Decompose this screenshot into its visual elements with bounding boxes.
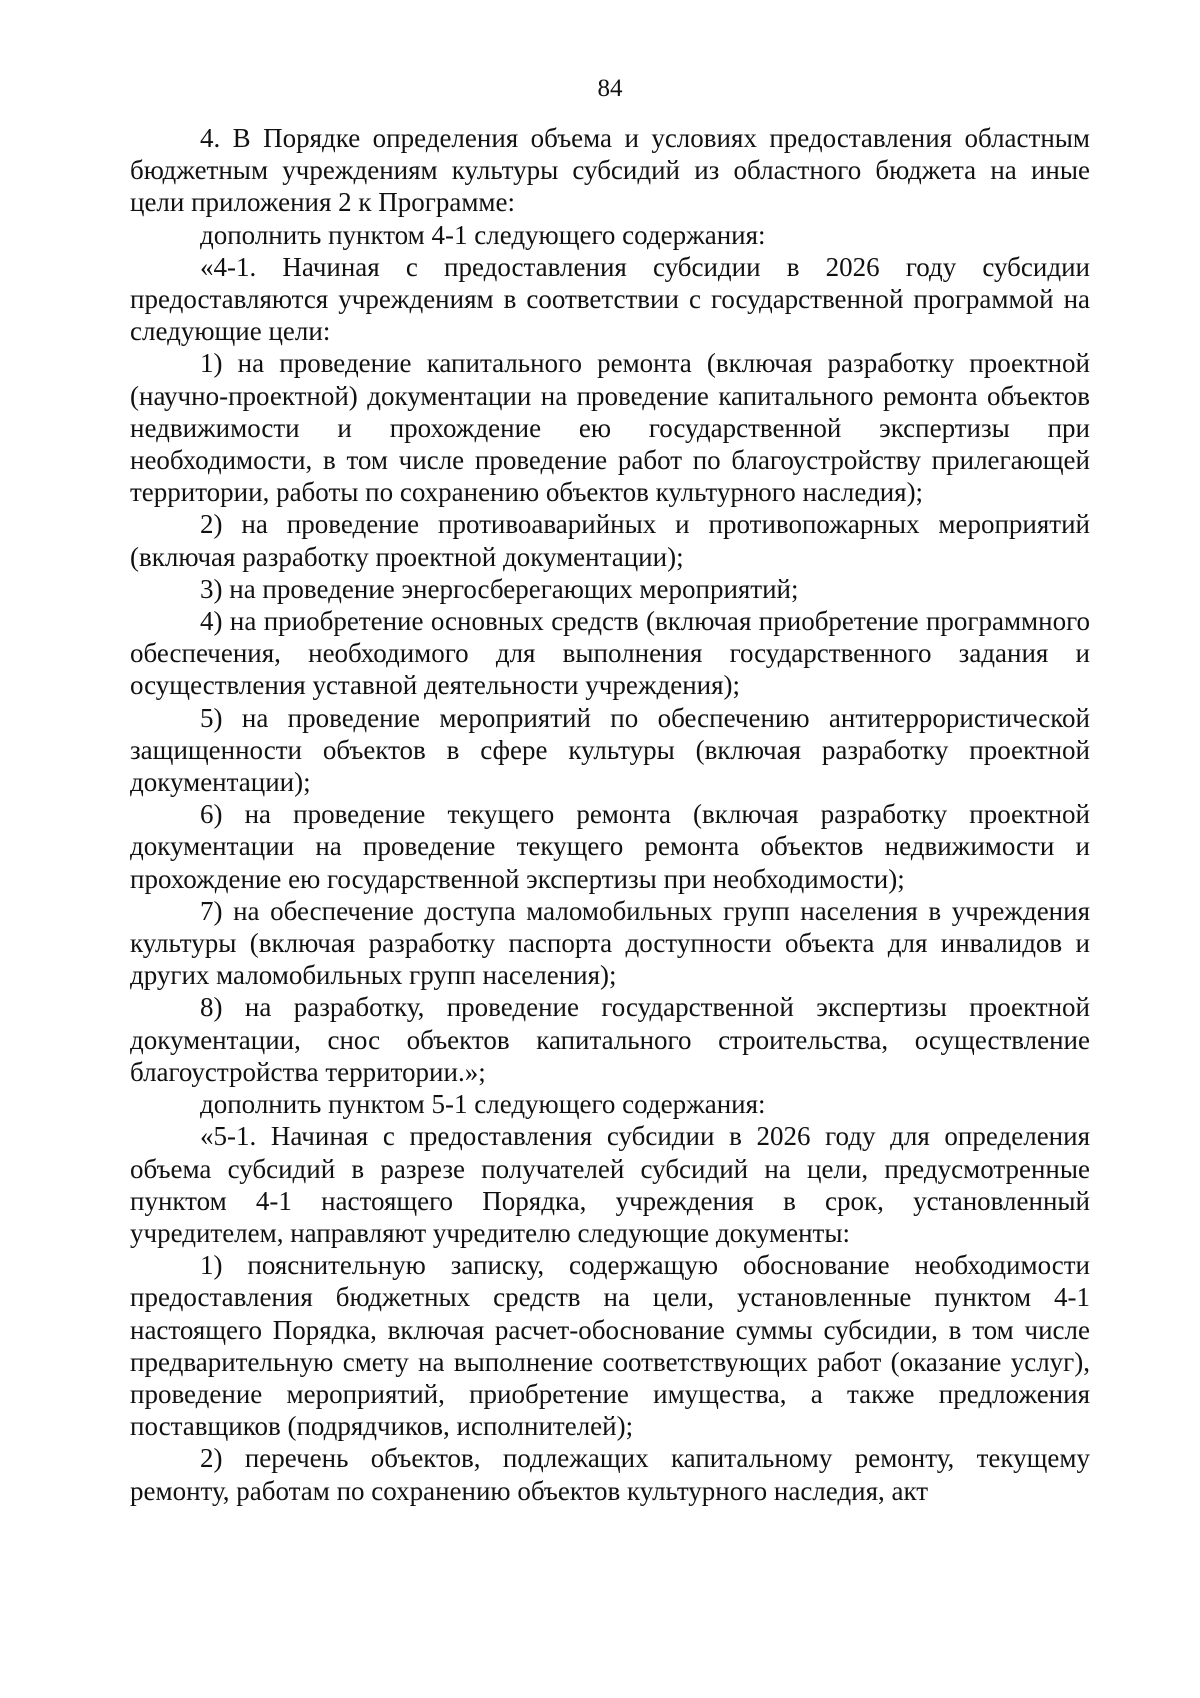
page-number: 84 — [597, 75, 623, 102]
paragraph-4-1-intro: «4-1. Начиная с предоставления субсидии в 2026 году субсидии предоставляются учреждениям в соответствии с государственной программой на следующие цели: — [130, 251, 1090, 347]
list-item-5-antiterror: 5) на проведение мероприятий по обеспечению антитеррористической защищенности объектов в сфере культуры (включая разработку проектной документации); — [130, 702, 1090, 798]
list-item-1-explanatory-note: 1) пояснительную записку, содержащую обоснование необходимости предоставления бюджетных средств на цели, установленные пунктом 4-1 настоящего Порядка, включая расчет-обоснование суммы субсидии, в том числе предварительную смету на выполнение соответствующих работ (оказание услуг), проведение мероприятий, приобретение имущества, а также предложения поставщиков (подрядчиков, исполнителей); — [130, 1250, 1090, 1442]
paragraph-5-1-intro: «5-1. Начиная с предоставления субсидии в 2026 году для определения объема субсидий в разрезе получателей субсидий на цели, предусмотренные пунктом 4-1 настоящего Порядка, учреждения в срок, установленный учредителем, направляют учредителю следующие документы: — [130, 1121, 1090, 1248]
list-item-7-accessibility: 7) на обеспечение доступа маломобильных групп населения в учреждения культуры (включая разработку паспорта доступности объекта для инвалидов и других маломобильных групп населения); — [130, 895, 1090, 991]
paragraph-add-5-1: дополнить пунктом 5-1 следующего содержания: — [200, 1089, 766, 1120]
list-item-2-objects-list: 2) перечень объектов, подлежащих капитальному ремонту, текущему ремонту, работам по сохранению объектов культурного наследия, акт — [130, 1443, 1090, 1506]
list-item-8-design-docs: 8) на разработку, проведение государственной экспертизы проектной документации, снос объектов капитального строительства, осуществление благоустройства территории.»; — [130, 992, 1090, 1087]
list-item-3-energy-saving: 3) на проведение энергосберегающих мероприятий; — [200, 573, 799, 604]
list-item-1-capital-repair: 1) на проведение капитального ремонта (включая разработку проектной (научно-проектной) документации на проведение капитального ремонта объектов недвижимости и прохождение ею государственной экспертизы при необходимости, в том числе проведение работ по благоустройству прилегающей территории, работы по сохранению объектов культурного наследия); — [130, 348, 1090, 508]
list-item-2-emergency-fire: 2) на проведение противоаварийных и противопожарных мероприятий (включая разработку проектной документации); — [130, 509, 1090, 572]
list-item-4-fixed-assets: 4) на приобретение основных средств (включая приобретение программного обеспечения, необходимого для выполнения государственного задания и осуществления уставной деятельности учреждения); — [130, 606, 1090, 701]
paragraph-add-4-1: дополнить пунктом 4-1 следующего содержания: — [200, 219, 766, 250]
paragraph-item-4-intro: 4. В Порядке определения объема и условиях предоставления областным бюджетным учреждениям культуры субсидий из областного бюджета на иные цели приложения 2 к Программе: — [130, 123, 1090, 218]
list-item-6-current-repair: 6) на проведение текущего ремонта (включая разработку проектной документации на проведение текущего ремонта объектов недвижимости и прохождение ею государственной экспертизы при необходимости); — [130, 799, 1090, 894]
document-body — [130, 122, 1090, 1507]
